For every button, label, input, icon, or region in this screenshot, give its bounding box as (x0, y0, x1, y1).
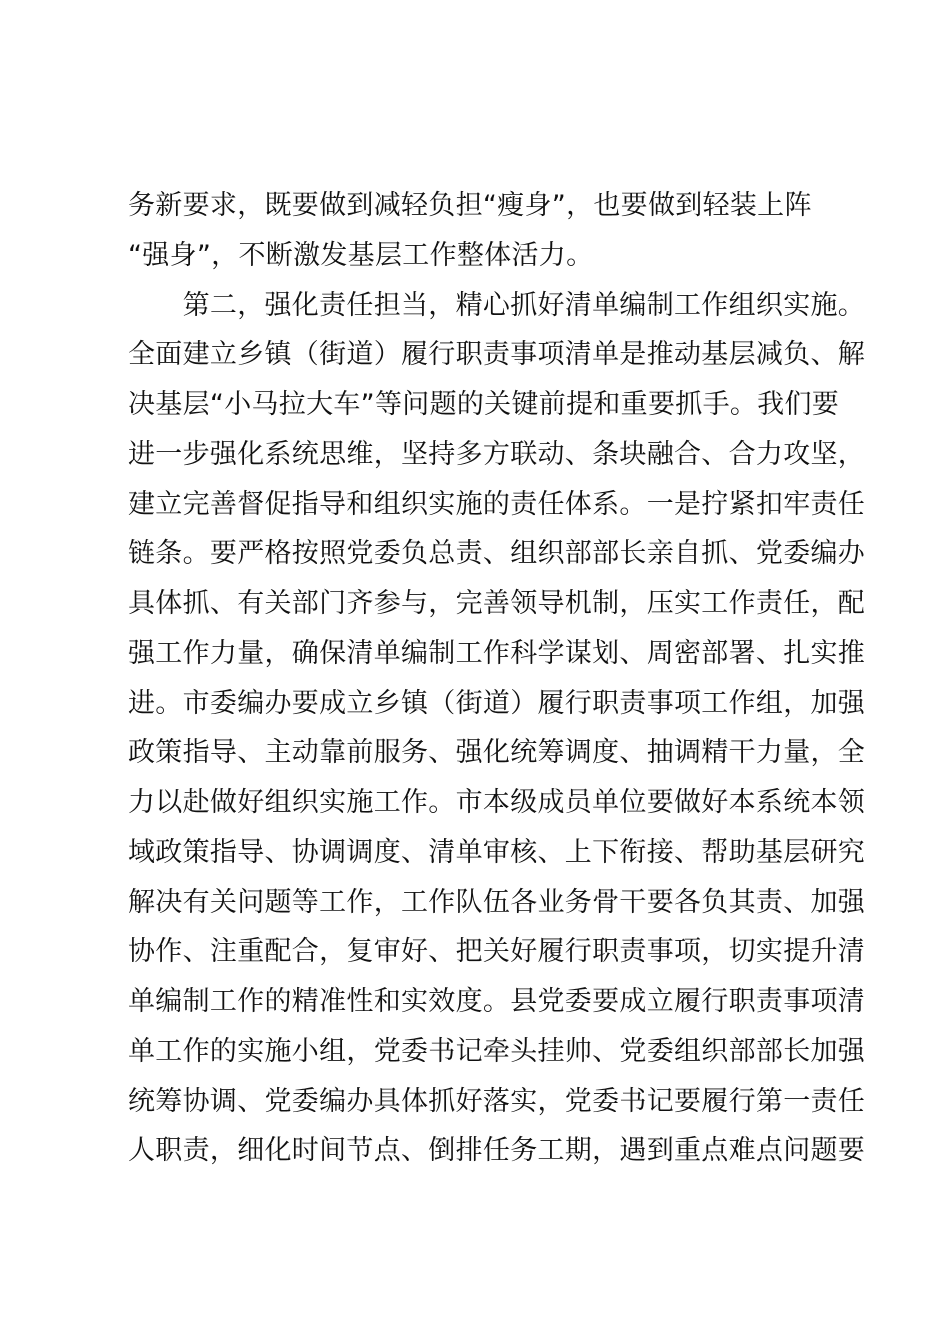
text-line: 建立完善督促指导和组织实施的责任体系。一是拧紧扣牢责任 (128, 488, 866, 520)
text-line: 单编制工作的精准性和实效度。县党委要成立履行职责事项清 (128, 986, 866, 1017)
text-line: 强工作力量，确保清单编制工作科学谋划、周密部署、扎实推 (128, 637, 866, 669)
text-line: 务新要求，既要做到减轻负担“瘦身”，也要做到轻装上阵 (128, 190, 812, 221)
text-line: 进。市委编办要成立乡镇（街道）履行职责事项工作组，加强 (128, 687, 866, 719)
paragraph-start-line: 第二，强化责任担当，精心抓好清单编制工作组织实施。 (128, 289, 866, 321)
body-text (128, 181, 866, 1176)
text-line: 政策指导、主动靠前服务、强化统筹调度、抽调精干力量，全 (128, 737, 866, 769)
text-line: 链条。要严格按照党委负总责、组织部部长亲自抓、党委编办 (128, 538, 866, 570)
text-line: 全面建立乡镇（街道）履行职责事项清单是推动基层减负、解 (128, 339, 866, 371)
text-line: 决基层“小马拉大车”等问题的关键前提和重要抓手。我们要 (128, 389, 840, 420)
text-line: 人职责，细化时间节点、倒排任务工期，遇到重点难点问题要 (128, 1135, 866, 1167)
text-line: 域政策指导、协调调度、清单审核、上下衔接、帮助基层研究 (128, 836, 866, 868)
text-line: 进一步强化系统思维，坚持多方联动、条块融合、合力攻坚， (128, 438, 866, 470)
text-line: “强身”，不断激发基层工作整体活力。 (128, 239, 594, 271)
text-line: 统筹协调、党委编办具体抓好落实，党委书记要履行第一责任 (128, 1085, 866, 1117)
text-line: 单工作的实施小组，党委书记牵头挂帅、党委组织部部长加强 (128, 1035, 866, 1067)
text-line: 协作、注重配合，复审好、把关好履行职责事项，切实提升清 (128, 936, 866, 968)
text-line: 力以赴做好组织实施工作。市本级成员单位要做好本系统本领 (128, 787, 866, 818)
text-line: 具体抓、有关部门齐参与，完善领导机制，压实工作责任，配 (128, 588, 866, 619)
text-line: 解决有关问题等工作，工作队伍各业务骨干要各负其责、加强 (128, 886, 866, 918)
